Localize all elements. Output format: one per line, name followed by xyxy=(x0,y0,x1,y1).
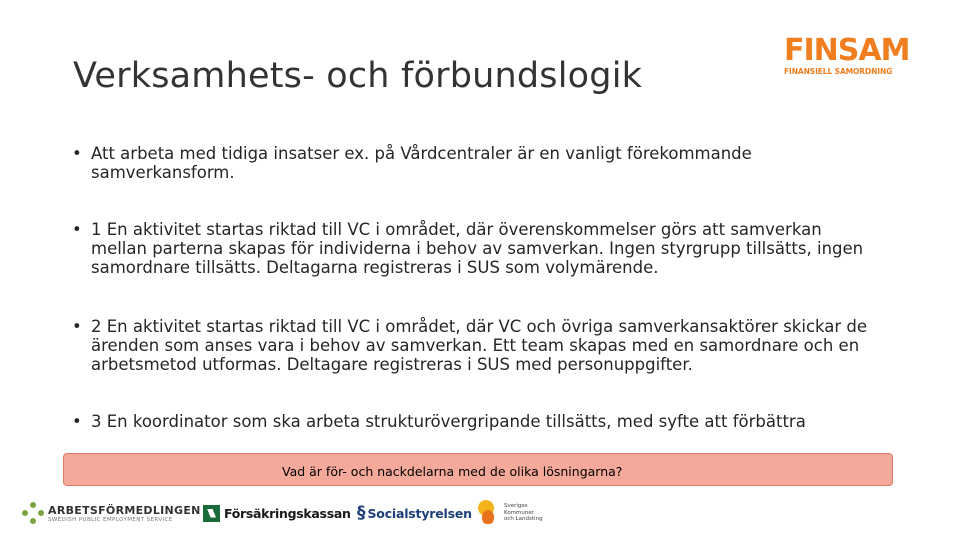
socialstyrelsen-logo xyxy=(357,495,472,531)
logo-word: FINSAM xyxy=(784,33,910,68)
bullet-option-1: • 1 En aktivitet startas riktad till VC i området, där överenskommelser görs att samverkan mellan parterna skapas för individerna i behov av samverkan. Ingen styrgrupp tillsätts, ingen samordnare tillsätts. Deltagarna registreras i SUS som volymärende. xyxy=(72,220,872,277)
skl-icon xyxy=(476,500,498,526)
logo-subtitle: FINANSIELL SAMORDNING xyxy=(784,67,893,76)
socialstyrelsen-name: Socialstyrelsen xyxy=(367,505,472,521)
partner-logos xyxy=(0,495,960,535)
slide-title: Verksamhets- och förbundslogik xyxy=(73,56,643,96)
bullet-intro: • Att arbeta med tidiga insatser ex. på Vårdcentraler är en vanligt förekommande samverkansform. xyxy=(72,144,872,182)
skl-line-2: Kommuner xyxy=(504,509,535,516)
skl-line-3: och Landsting xyxy=(504,516,543,523)
banner-text: Vad är för- och nackdelarna med de olika lösningarna? xyxy=(282,464,623,479)
arbetsformedlingen-icon xyxy=(22,502,44,524)
skl-logo xyxy=(476,495,543,531)
question-banner xyxy=(63,453,893,486)
finsam-logo xyxy=(784,33,910,76)
socialstyrelsen-icon: § xyxy=(357,503,366,523)
forsakringskassan-name: Försäkringskassan xyxy=(224,505,351,521)
arbetsformedlingen-logo xyxy=(22,495,201,531)
skl-line-1: Sveriges xyxy=(504,503,528,510)
bullet-option-2: • 2 En aktivitet startas riktad till VC i området, där VC och övriga samverkansaktörer skickar de ärenden som anses vara i behov av samverkan. Ett team skapas med en samordnare och en arbetsmetod utformas. Deltagare registreras i SUS med personuppgifter. xyxy=(72,317,872,374)
arbetsformedlingen-name: ARBETSFÖRMEDLINGEN xyxy=(48,503,201,517)
forsakringskassan-logo xyxy=(203,495,351,531)
bullet-option-3: • 3 En koordinator som ska arbeta strukturövergripande tillsätts, med syfte att förbättra xyxy=(72,412,872,431)
bullet-list xyxy=(72,144,872,431)
arbetsformedlingen-sub: SWEDISH PUBLIC EMPLOYMENT SERVICE xyxy=(48,516,173,523)
forsakringskassan-icon xyxy=(203,505,220,522)
